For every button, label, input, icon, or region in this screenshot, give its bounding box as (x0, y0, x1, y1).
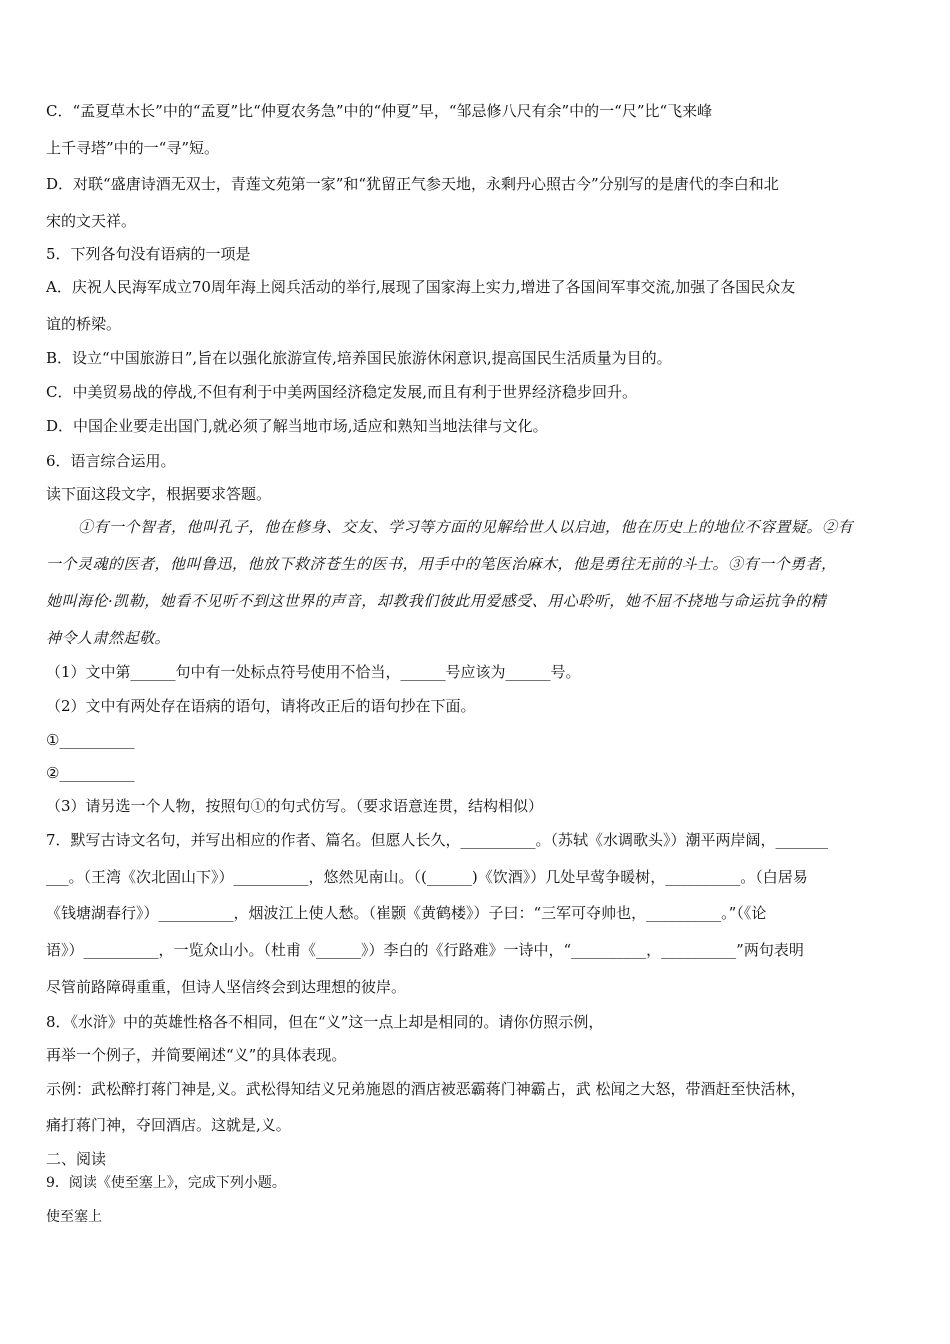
q6-instruction: 读下面这段文字，根据要求答题。 (46, 485, 272, 503)
q8-line1: 8．《水浒》中的英雄性格各不相同，但在“义”这一点上却是相同的。请你仿照示例， (46, 1013, 604, 1031)
q6-passage-line4: 神令人肃然起敬。 (46, 629, 171, 647)
q6-sub1: （1）文中第______句中有一处标点符号使用不恰当，______号应该为______号。 (46, 663, 581, 681)
q7-line1: 7．默写古诗文名句，并写出相应的作者、篇名。但愿人长久，__________。（苏轼《水调歌头》）潮平两岸阔，_______ (46, 831, 829, 849)
q6-passage-line2: 一个灵魂的医者，他叫鲁迅，他放下救济苍生的医书，用手中的笔医治麻木，他是勇往无前的斗士。③有一个勇者， (46, 555, 837, 573)
q4-option-c-line1: C．“孟夏草木长”中的“孟夏”比“仲夏农务急”中的“仲夏”早，“邹忌修八尺有余”中的一“尺”比“飞来峰 (46, 102, 713, 120)
q5-option-a-line1: A．庆祝人民海军成立70周年海上阅兵活动的举行,展现了国家海上实力,增进了各国间军事交流,加强了各国民众友 (46, 278, 796, 296)
q5-option-b: B．设立“中国旅游日”,旨在以强化旅游宣传,培养国民旅游休闲意识,提高国民生活质量为目的。 (46, 349, 672, 367)
q6-stem: 6．语言综合运用。 (46, 452, 176, 470)
poem-title: 使至塞上 (46, 1209, 102, 1225)
q6-passage-line3: 她叫海伦·凯勒，她看不见听不到这世界的声音，却教我们彼此用爱感受、用心聆听，她不屈不挠地与命运抗争的精 (46, 592, 827, 610)
q5-option-c: C．中美贸易战的停战,不但有利于中美两国经济稳定发展,而且有利于世界经济稳步回升。 (46, 383, 638, 401)
q6-sub2: （2）文中有两处存在语病的语句，请将改正后的语句抄在下面。 (46, 697, 476, 715)
q5-option-d: D．中国企业要走出国门,就必须了解当地市场,适应和熟知当地法律与文化。 (46, 417, 548, 435)
q8-example-line1: 示例：武松醉打蒋门神是,义。武松得知结义兄弟施恩的酒店被恶霸蒋门神霸占，武 松闻之大怒，带酒赶至快活林， (46, 1080, 806, 1098)
q6-sub3: （3）请另选一个人物，按照句①的句式仿写。（要求语意连贯，结构相似） (46, 797, 544, 815)
q4-option-d-line1: D．对联“盛唐诗酒无双士，青莲文苑第一家”和“犹留正气参天地，永剩丹心照古今”分别写的是唐代的李白和北 (46, 175, 779, 193)
q4-option-d-line2: 宋的文天祥。 (46, 212, 137, 230)
q8-example-line2: 痛打蒋门神，夺回酒店。这就是,义。 (46, 1116, 291, 1134)
q6-answer-blank1: ①__________ (46, 731, 135, 749)
section-title-reading: 二、阅读 (46, 1150, 107, 1168)
q7-line5: 尽管前路障碍重重，但诗人坚信终会到达理想的彼岸。 (46, 978, 407, 996)
q8-line2: 再举一个例子，并简要阐述“义”的具体表现。 (46, 1046, 347, 1064)
q7-line4: 语》）__________，一览众山小。（杜甫《______》）李白的《行路难》一诗中，“__________，__________”两句表明 (46, 941, 804, 959)
q5-stem: 5．下列各句没有语病的一项是 (46, 245, 251, 263)
q6-answer-blank2: ②__________ (46, 764, 135, 782)
q4-option-c-line2: 上千寻塔”中的一“寻”短。 (46, 139, 220, 157)
q5-option-a-line2: 谊的桥梁。 (46, 315, 122, 333)
q9-stem: 9．阅读《使至塞上》，完成下列小题。 (46, 1175, 286, 1191)
q7-line2: ___。（王湾《次北固山下》）__________，悠然见南山。（(______)《饮酒》）几处早莺争暖树，__________。（白居易 (46, 868, 808, 886)
q7-line3: 《钱塘湖春行》）__________，烟波江上使人愁。（崔颢《黄鹤楼》）子曰：“三军可夺帅也，__________。”（《论 (46, 904, 767, 922)
q6-passage-line1: ①有一个智者，他叫孔子，他在修身、交友、学习等方面的见解给世人以启迪，他在历史上的地位不容置疑。②有 (78, 518, 854, 536)
